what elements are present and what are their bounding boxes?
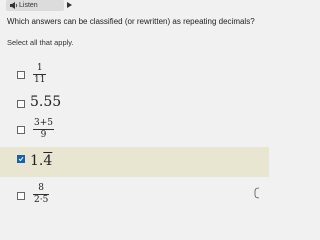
listen-button[interactable] [6,0,64,11]
repeating-whole: 1. [30,153,44,169]
question-text: Which answers can be classified (or rewritten) as repeating decimals? [7,17,255,26]
answer-option-1[interactable] [0,60,269,90]
checkmark-icon [18,156,24,162]
speaker-icon [9,1,19,10]
mouse-cursor-icon [254,187,260,199]
option-fraction [33,119,54,140]
option-checkbox[interactable] [17,100,25,108]
fraction-denominator: 11 [34,75,46,85]
option-checkbox[interactable] [17,71,25,79]
repeating-digit: 4 [43,153,53,169]
option-repeating-decimal [30,153,52,169]
fraction-denominator: 9 [40,130,47,140]
option-checkbox[interactable] [17,126,25,134]
option-checkbox[interactable] [17,192,25,200]
play-icon[interactable] [67,2,72,8]
answer-option-3[interactable] [0,115,269,145]
answer-option-4[interactable] [0,147,269,177]
option-checkbox-checked[interactable] [17,155,25,163]
fraction-numerator: 3+5 [34,118,53,128]
option-fraction [33,64,46,85]
fraction-denominator: 2·5 [34,195,49,205]
instruction-text: Select all that apply. [7,38,74,47]
fraction-numerator: 8 [38,183,45,193]
fraction-numerator: 1 [36,63,43,73]
answer-option-2[interactable] [0,92,269,114]
option-fraction [33,184,49,205]
listen-label: Listen [19,2,38,9]
option-decimal: 5.55 [30,94,62,110]
answer-option-5[interactable] [0,180,269,212]
